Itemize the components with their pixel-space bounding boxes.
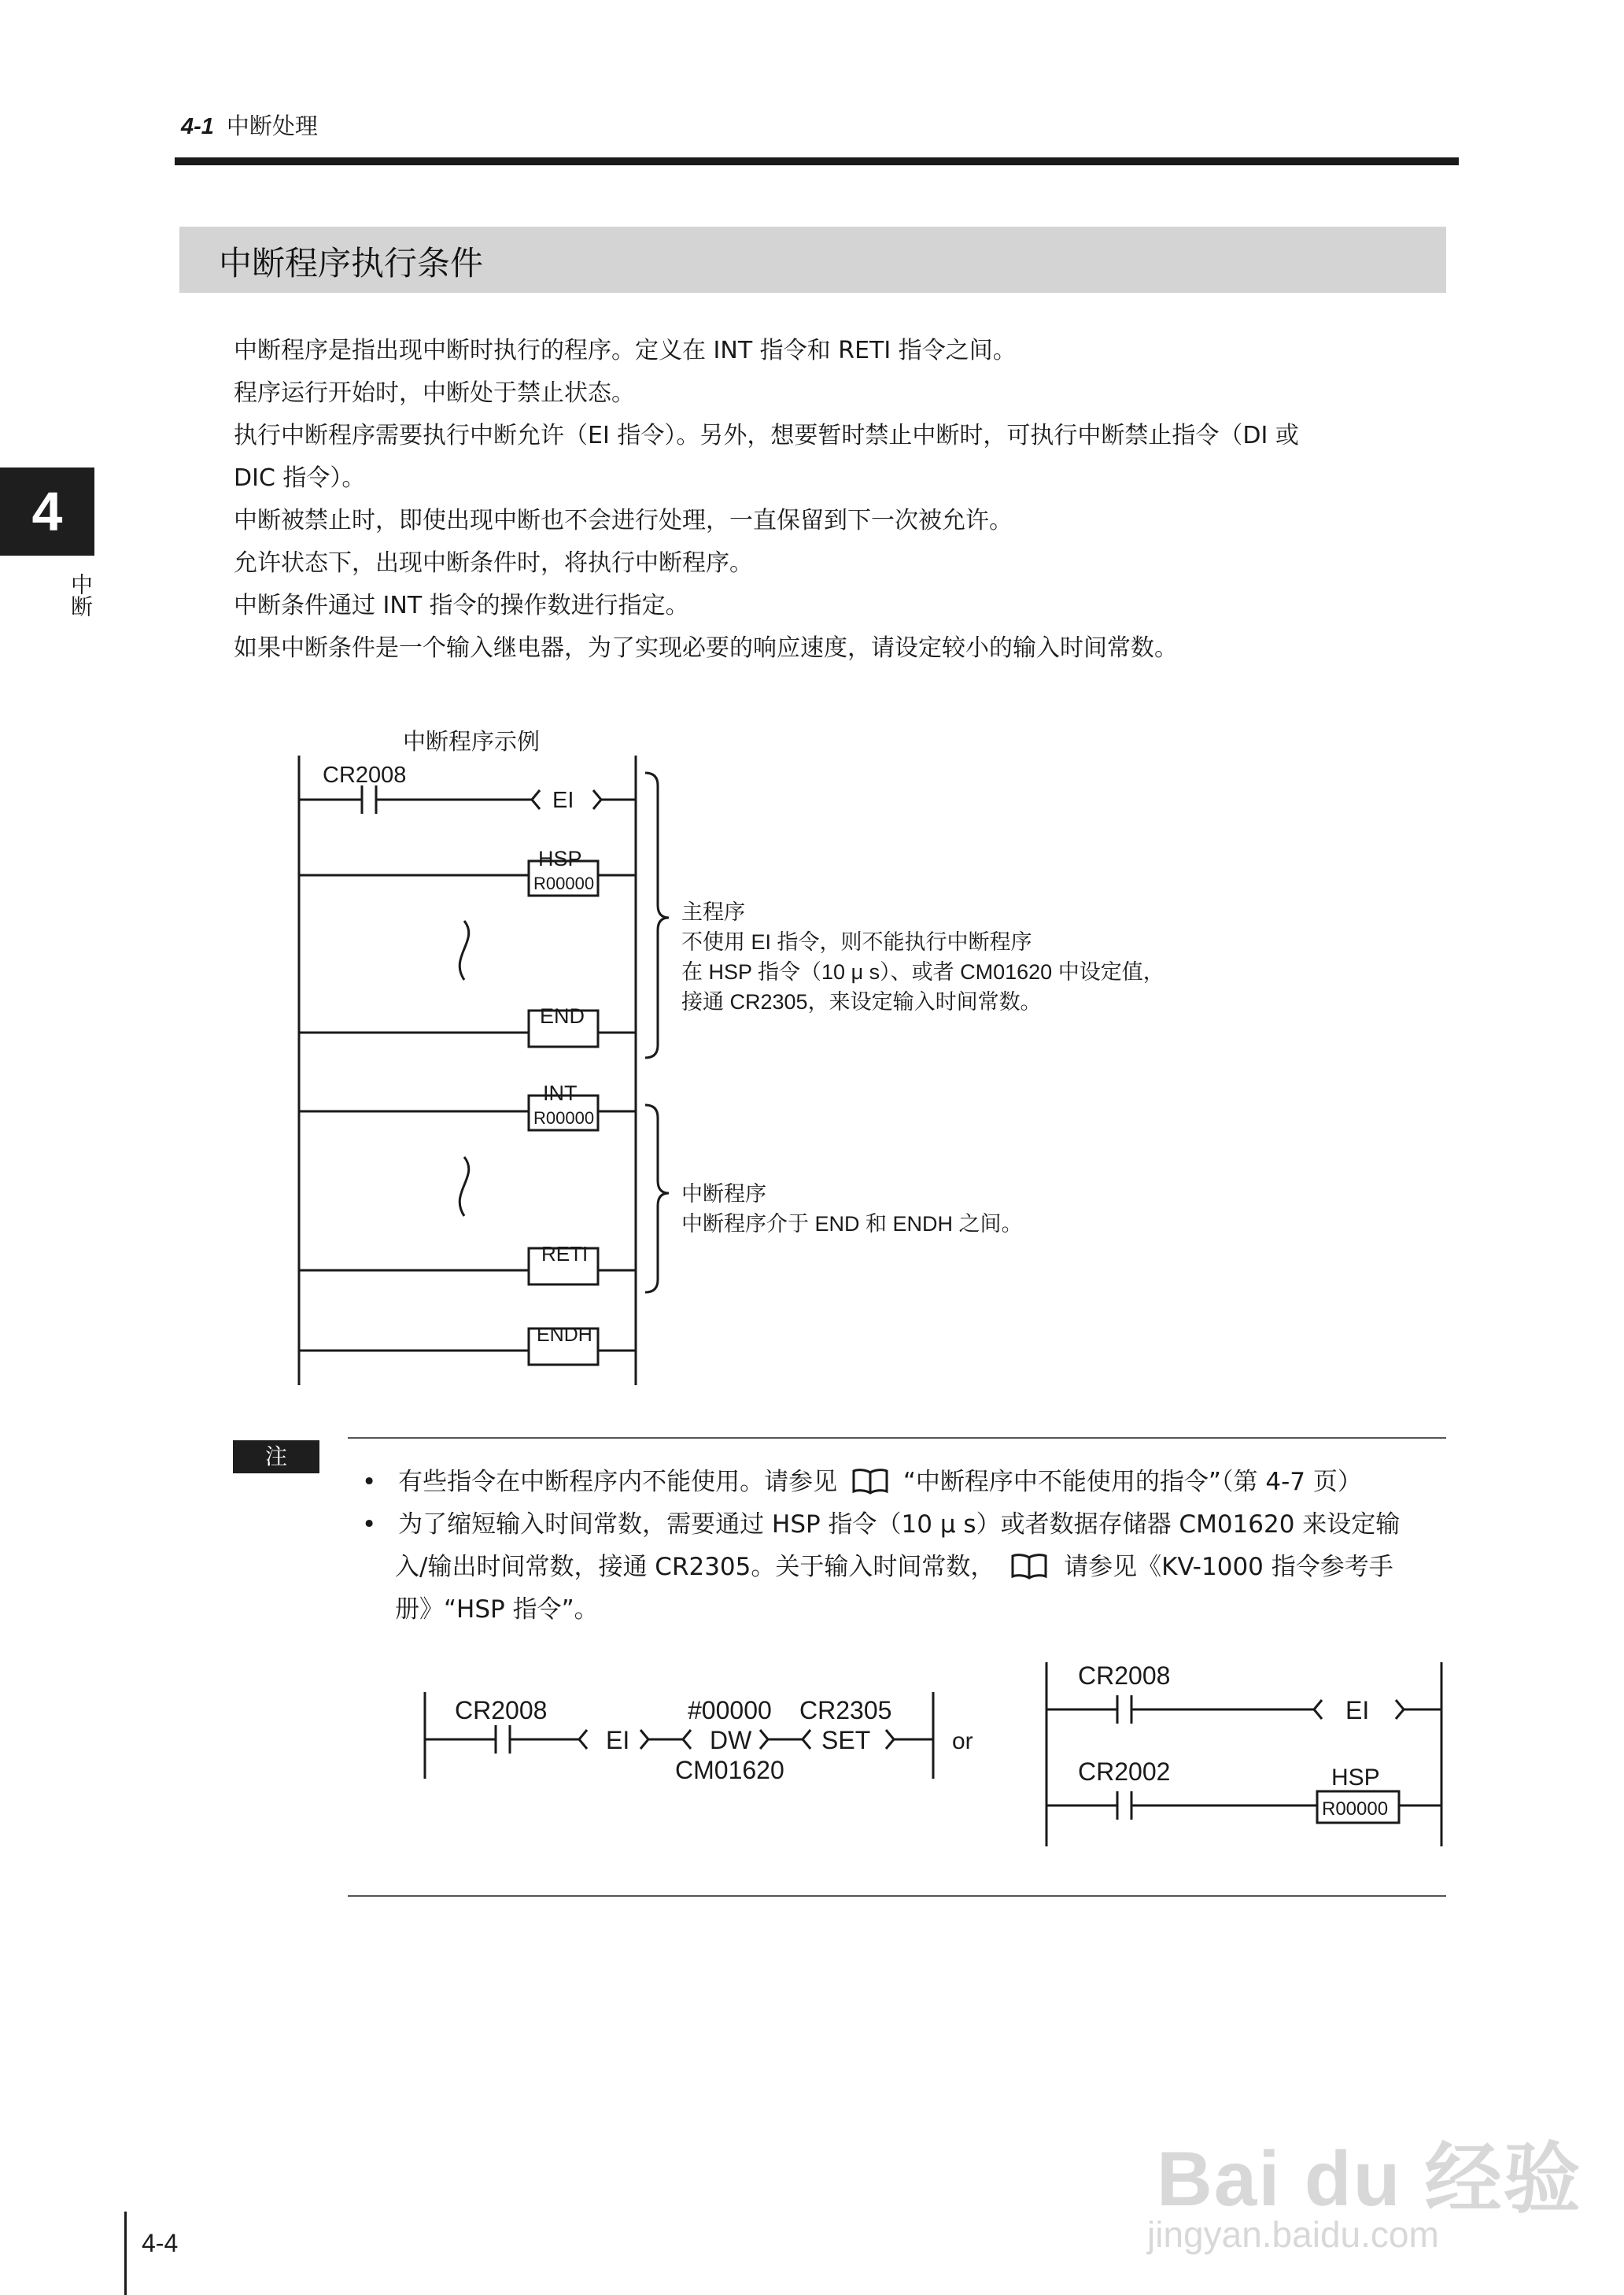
coil-bracket-right [593, 790, 601, 809]
footer-bar [124, 2212, 127, 2295]
main-program-desc: 在 HSP 指令（10 μ s）、或者 CM01620 中设定值， [681, 960, 1164, 984]
paragraph: 中断被禁止时，即使出现中断也不会进行处理，一直保留到下一次被允许。 [234, 507, 1013, 534]
example-contact-label: CR2008 [455, 1696, 548, 1724]
note-bullet-2-line-3: 册》“HSP 指令”。 [395, 1595, 599, 1624]
omission-squiggle [460, 1157, 469, 1216]
interrupt-program-label: 中断程序 [681, 1182, 766, 1206]
ei-label: EI [552, 788, 574, 813]
page-title: 中断程序执行条件 [219, 244, 484, 283]
book-icon [1010, 1553, 1048, 1588]
watermark-url: jingyan.baidu.com [1147, 2214, 1439, 2255]
example-or: or [952, 1728, 973, 1754]
note-tag: 注 [233, 1440, 319, 1473]
chapter-label: 中断 [68, 573, 94, 617]
example-right-ei: EI [1345, 1696, 1370, 1724]
note-text: 为了缩短输入时间常数，需要通过 HSP 指令（10 μ s）或者数据存储器 CM01620 来设定输 [398, 1510, 1401, 1539]
ladder-caption: 中断程序示例 [403, 730, 541, 755]
reti-label: RETI [541, 1242, 589, 1266]
note-reference: “中断程序中不能使用的指令”（第 4-7 页） [902, 1468, 1362, 1496]
paragraph: DIC 指令）。 [234, 464, 366, 492]
note-bullet-2-line-2 [395, 1550, 1393, 1588]
int-operand: R00000 [533, 1108, 595, 1128]
main-program-desc: 不使用 EI 指令，则不能执行中断程序 [681, 930, 1032, 954]
example-right-contact-1: CR2008 [1078, 1661, 1171, 1690]
example-right-contact-2: CR2002 [1078, 1757, 1171, 1786]
note-top-rule [348, 1437, 1446, 1439]
bullet-dot: • [362, 1468, 377, 1496]
interrupt-program-brace [645, 1105, 669, 1292]
watermark-logo: Bai du 经验 [1157, 2135, 1582, 2222]
header-section-title: 中断处理 [226, 113, 318, 139]
paragraph: 如果中断条件是一个输入继电器，为了实现必要的响应速度，请设定较小的输入时间常数。 [234, 634, 1178, 662]
note-text: 入/输出时间常数，接通 CR2305。关于输入时间常数， [395, 1553, 995, 1581]
example-right-hsp: HSP [1331, 1765, 1380, 1791]
interrupt-program-desc: 中断程序介于 END 和 ENDH 之间。 [681, 1212, 1023, 1236]
paragraph: 执行中断程序需要执行中断允许（EI 指令）。另外，想要暂时禁止中断时，可执行中断禁止指令（DI 或 [234, 422, 1299, 449]
note-bullet-2 [362, 1508, 1400, 1541]
paragraph: 允许状态下，出现中断条件时，将执行中断程序。 [234, 549, 753, 577]
example-set-device: CR2305 [799, 1696, 892, 1724]
main-program-label: 主程序 [681, 900, 745, 924]
hsp-operand: R00000 [533, 874, 595, 893]
main-program-desc: 接通 CR2305，来设定输入时间常数。 [681, 990, 1042, 1014]
example-dw-label: DW [710, 1726, 752, 1754]
example-ladder [0, 1637, 1624, 1873]
paragraph: 程序运行开始时，中断处于禁止状态。 [234, 379, 635, 407]
example-dw-value: #00000 [688, 1696, 772, 1724]
chapter-tab: 4 [0, 468, 94, 556]
example-set-label: SET [821, 1726, 871, 1754]
omission-squiggle [460, 921, 469, 980]
book-icon [851, 1468, 889, 1503]
paragraph: 中断程序是指出现中断时执行的程序。定义在 INT 指令和 RETI 指令之间。 [234, 337, 1017, 364]
header-section-number: 4-1 [181, 114, 214, 139]
endh-label: ENDH [537, 1324, 592, 1346]
note-bullet-1 [362, 1465, 1362, 1503]
page-number: 4-4 [142, 2229, 179, 2257]
coil-bracket-left [532, 790, 540, 809]
example-right-hsp-operand: R00000 [1322, 1798, 1389, 1820]
note-bottom-rule [348, 1895, 1446, 1897]
end-label: END [540, 1004, 585, 1028]
main-program-brace [645, 773, 669, 1058]
example-dw-target: CM01620 [675, 1756, 784, 1784]
note-text: 请参见《KV-1000 指令参考手 [1064, 1553, 1393, 1581]
example-ei-label: EI [606, 1726, 630, 1754]
bullet-dot: • [362, 1510, 377, 1539]
paragraph: 中断条件通过 INT 指令的操作数进行指定。 [234, 592, 689, 619]
int-label: INT [543, 1081, 578, 1105]
hsp-label: HSP [538, 847, 582, 870]
note-text: 有些指令在中断程序内不能使用。请参见 [398, 1468, 838, 1496]
contact-label: CR2008 [323, 763, 407, 788]
